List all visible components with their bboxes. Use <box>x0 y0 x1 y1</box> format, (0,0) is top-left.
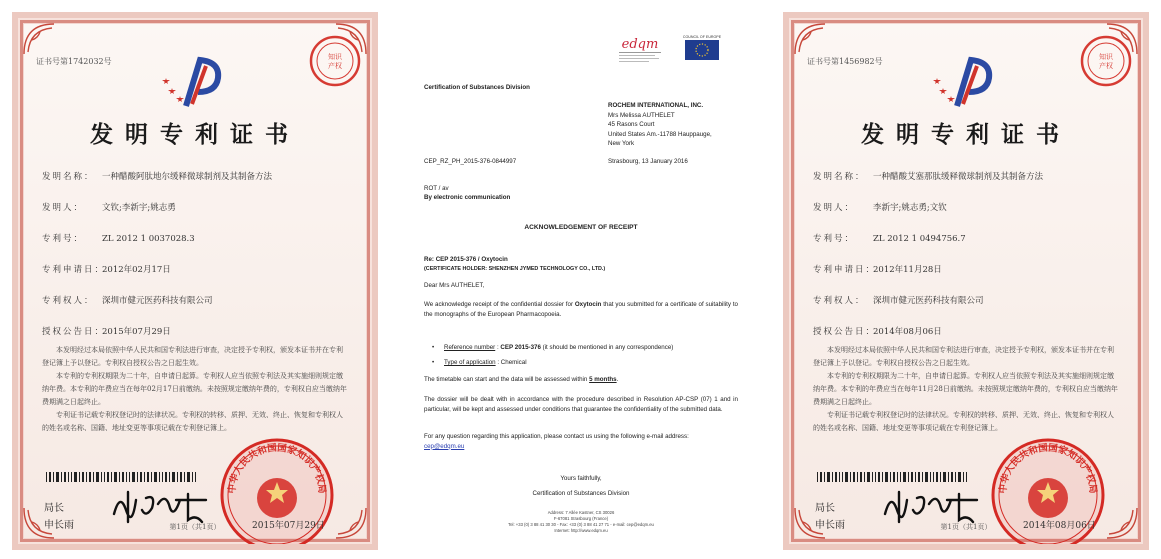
barcode-icon <box>46 472 196 482</box>
letter-reference: CEP_RZ_PH_2015-376-0844997 <box>424 158 517 165</box>
corner-ornament-icon <box>22 22 56 56</box>
director-name: 申长雨 <box>815 520 845 531</box>
detail-label: Reference number <box>444 344 496 351</box>
field-value: 2012年02月17日 <box>102 265 171 275</box>
certificate-fields <box>42 170 354 356</box>
svg-text:知识: 知识 <box>328 53 342 61</box>
timetable-paragraph <box>424 375 738 385</box>
field-value: 一种醋酸艾塞那肽缓释微球制剂及其制备方法 <box>873 172 1044 182</box>
field-label: 专利申请日： <box>42 265 106 275</box>
field-invention-name <box>42 170 354 201</box>
grant-date-stamp: 2015年07月29日 <box>252 521 325 531</box>
field-value: 一种醋酸阿肽地尔缓释微球制剂及其制备方法 <box>102 172 273 182</box>
contact-paragraph <box>424 432 738 451</box>
routing-code: ROT / av <box>424 185 449 192</box>
signature-icon <box>106 484 216 526</box>
field-value: ZL 2012 1 0037028.3 <box>102 234 195 244</box>
field-value: 2014年08月06日 <box>873 327 942 337</box>
field-value: 2015年07月29日 <box>102 327 171 337</box>
sipo-logo-icon <box>156 54 234 110</box>
patent-certificate-right <box>783 12 1149 550</box>
substance-name: Oxytocin <box>574 301 602 308</box>
signature-icon <box>877 484 987 526</box>
field-value: 李新宇;姚志勇;文钦 <box>873 203 947 213</box>
svg-text:中华人民共和国国家知识产权局: 中华人民共和国国家知识产权局 <box>997 442 1099 494</box>
certificate-body-text <box>42 344 348 435</box>
field-value: 深圳市健元医药科技有限公司 <box>873 296 984 306</box>
official-seal-icon <box>218 436 336 550</box>
field-label: 发明人： <box>813 203 856 213</box>
grant-date-stamp: 2014年08月06日 <box>1023 521 1096 531</box>
certificate-number: 证书号第1742032号 <box>36 57 112 66</box>
detail-label: Type of application <box>444 359 496 366</box>
subject-block <box>424 255 605 274</box>
contact-text: For any question regarding this application, please contact us using the following e-mail address: <box>424 433 689 440</box>
recipient-contact: Mrs Melissa AUTHELET <box>608 111 675 119</box>
edqm-logo-icon <box>615 34 665 68</box>
svg-text:知识: 知识 <box>1099 53 1113 61</box>
field-label: 专利号： <box>42 234 85 244</box>
field-application-date <box>42 263 354 294</box>
barcode-icon <box>817 472 967 482</box>
sipo-logo-icon <box>927 54 1005 110</box>
field-value: 深圳市健元医药科技有限公司 <box>102 296 213 306</box>
acknowledgement-title: ACKNOWLEDGEMENT OF RECEIPT <box>524 224 638 231</box>
timetable-text: . <box>616 376 619 383</box>
assessment-duration: 5 months <box>589 376 617 383</box>
svg-text:产权: 产权 <box>1099 62 1113 70</box>
timetable-text: The timetable can start and the data will be assessed within <box>424 376 590 383</box>
field-label: 发明名称： <box>42 172 95 182</box>
page-number: 第1页（共1页） <box>169 523 221 531</box>
svg-text:产权: 产权 <box>328 62 342 70</box>
corner-ornament-icon <box>793 22 827 56</box>
field-value: 2012年11月28日 <box>873 265 942 275</box>
body-paragraph: 本专利的专利权期限为二十年，自申请日起算。专利权人应当依照专利法及其实施细则规定缴纳年费。本专利的年费应当在每年11月28日前缴纳。未按照规定缴纳年费的，专利权自应当缴纳年费期满之日起终止。 <box>813 372 1118 406</box>
field-label: 授权公告日： <box>42 327 106 337</box>
body-paragraph: 专利证书记载专利权登记时的法律状况。专利权的转移、质押、无效、终止、恢复和专利权人的姓名或名称、国籍、地址变更等事项记载在专利登记簿上。 <box>813 411 1114 432</box>
field-value: ZL 2012 1 0494756.7 <box>873 234 966 244</box>
body-paragraph: 专利证书记载专利权登记时的法律状况。专利权的转移、质押、无效、终止、恢复和专利权人的姓名或名称、国籍、地址变更等事项记载在专利登记簿上。 <box>42 411 343 432</box>
field-application-date <box>813 263 1125 294</box>
contact-email-link[interactable]: cep@edqm.eu <box>424 442 465 450</box>
field-label: 专利号： <box>813 234 856 244</box>
field-patent-number <box>42 232 354 263</box>
closing-block <box>402 471 760 501</box>
signoff-text: Certification of Substances Division <box>532 490 630 497</box>
certificate-title: 发明专利证书 <box>861 121 1071 148</box>
recipient-street: 45 Rasons Court <box>608 121 655 128</box>
field-label: 专利申请日： <box>813 265 877 275</box>
receipt-paragraph <box>424 300 738 319</box>
receipt-text: that you submitted for a certificate of suitability to the monographs of the European Pharmacopoeia. <box>424 301 738 318</box>
division-heading: Certification of Substances Division <box>424 84 530 91</box>
detail-value: CEP 2015-376 <box>500 344 541 351</box>
footer-line: Address: 7 Allée Kastner, CS 30026 <box>547 510 615 515</box>
official-seal-icon <box>989 436 1107 550</box>
detail-separator: : <box>495 344 501 351</box>
body-paragraph: 本发明经过本局依照中华人民共和国专利法进行审查，决定授予专利权，颁发本证书并在专利登记簿上予以登记。专利权自授权公告之日起生效。 <box>813 346 1114 367</box>
director-title: 局长 <box>815 503 835 514</box>
list-item <box>432 340 673 355</box>
footer-line: F-67081 Strasbourg (France) <box>553 516 609 521</box>
field-invention-name <box>813 170 1125 201</box>
body-paragraph: 本发明经过本局依照中华人民共和国专利法进行审查，决定授予专利权，颁发本证书并在专利登记簿上予以登记。专利权自授权公告之日起生效。 <box>42 346 343 367</box>
letter-place-date: Strasbourg, 13 January 2016 <box>608 158 688 165</box>
receipt-text: We acknowledge receipt of the confidential dossier for <box>424 301 575 308</box>
field-value: 文钦;李新宇;姚志勇 <box>102 203 176 213</box>
list-item <box>432 355 673 370</box>
application-details-list <box>432 340 673 370</box>
detail-note: (it should be mentioned in any correspondence) <box>540 344 674 351</box>
dossier-paragraph: The dossier will be dealt with in accordance with the procedure described in Resolution AP-CSP (07) 1 and in particular, will be kept and assessed under conditions that guarantee the confidentiality of the submitted data. <box>424 396 738 413</box>
recipient-city: United States Am.-11788 Hauppauge, <box>608 130 712 138</box>
letter-footer <box>402 510 760 534</box>
detail-separator: : <box>495 359 501 366</box>
edqm-logo-text: edqm <box>621 37 659 52</box>
field-inventors <box>42 201 354 232</box>
closing-text: Yours faithfully, <box>560 475 602 482</box>
edqm-acknowledgement-letter <box>402 12 760 550</box>
field-patent-number <box>813 232 1125 263</box>
coe-logo-text: COUNCIL OF EUROPE <box>682 35 722 39</box>
field-patentee <box>42 294 354 325</box>
top-seal-icon <box>308 34 362 88</box>
body-paragraph: 本专利的专利权期限为二十年，自申请日起算。专利权人应当依照专利法及其实施细则规定缴纳年费。本专利的年费应当在每年02月17日前缴纳。未按照规定缴纳年费的，专利权自应当缴纳年费期满之日起终止。 <box>42 372 347 406</box>
patent-certificate-left <box>12 12 378 550</box>
certificate-fields <box>813 170 1125 356</box>
certificate-holder: (CERTIFICATE HOLDER: SHENZHEN JYMED TECHNOLOGY CO., LTD.) <box>424 265 606 272</box>
top-seal-icon <box>1079 34 1133 88</box>
recipient-state: New York <box>608 140 635 147</box>
field-label: 专利权人： <box>813 296 866 306</box>
field-label: 发明名称： <box>813 172 866 182</box>
delivery-method: By electronic communication <box>424 194 511 201</box>
recipient-address <box>608 101 712 149</box>
recipient-company: ROCHEM INTERNATIONAL, INC. <box>608 102 704 109</box>
svg-text:中华人民共和国国家知识产权局: 中华人民共和国国家知识产权局 <box>226 442 328 494</box>
salutation: Dear Mrs AUTHELET, <box>424 282 485 289</box>
certificate-title: 发明专利证书 <box>90 121 300 148</box>
subject-line: Re: CEP 2015-376 / Oxytocin <box>424 256 508 263</box>
field-label: 授权公告日： <box>813 327 877 337</box>
certificate-body-text <box>813 344 1119 435</box>
footer-line: Internet: http://www.edqm.eu <box>554 528 608 533</box>
director-title: 局长 <box>44 503 64 514</box>
director-name: 申长雨 <box>44 520 74 531</box>
footer-line: Tel: +33 (0) 3 88 41 30 30 - Fax: +33 (0) 3 88 41 27 71 - e-mail: cep@edqm.eu <box>508 522 654 527</box>
routing-block <box>424 184 510 202</box>
field-label: 发明人： <box>42 203 85 213</box>
field-inventors <box>813 201 1125 232</box>
certificate-number: 证书号第1456982号 <box>807 57 883 66</box>
detail-value: Chemical <box>500 359 527 366</box>
field-label: 专利权人： <box>42 296 95 306</box>
page-number: 第1页（共1页） <box>940 523 992 531</box>
council-of-europe-logo-icon <box>677 34 727 68</box>
field-patentee <box>813 294 1125 325</box>
